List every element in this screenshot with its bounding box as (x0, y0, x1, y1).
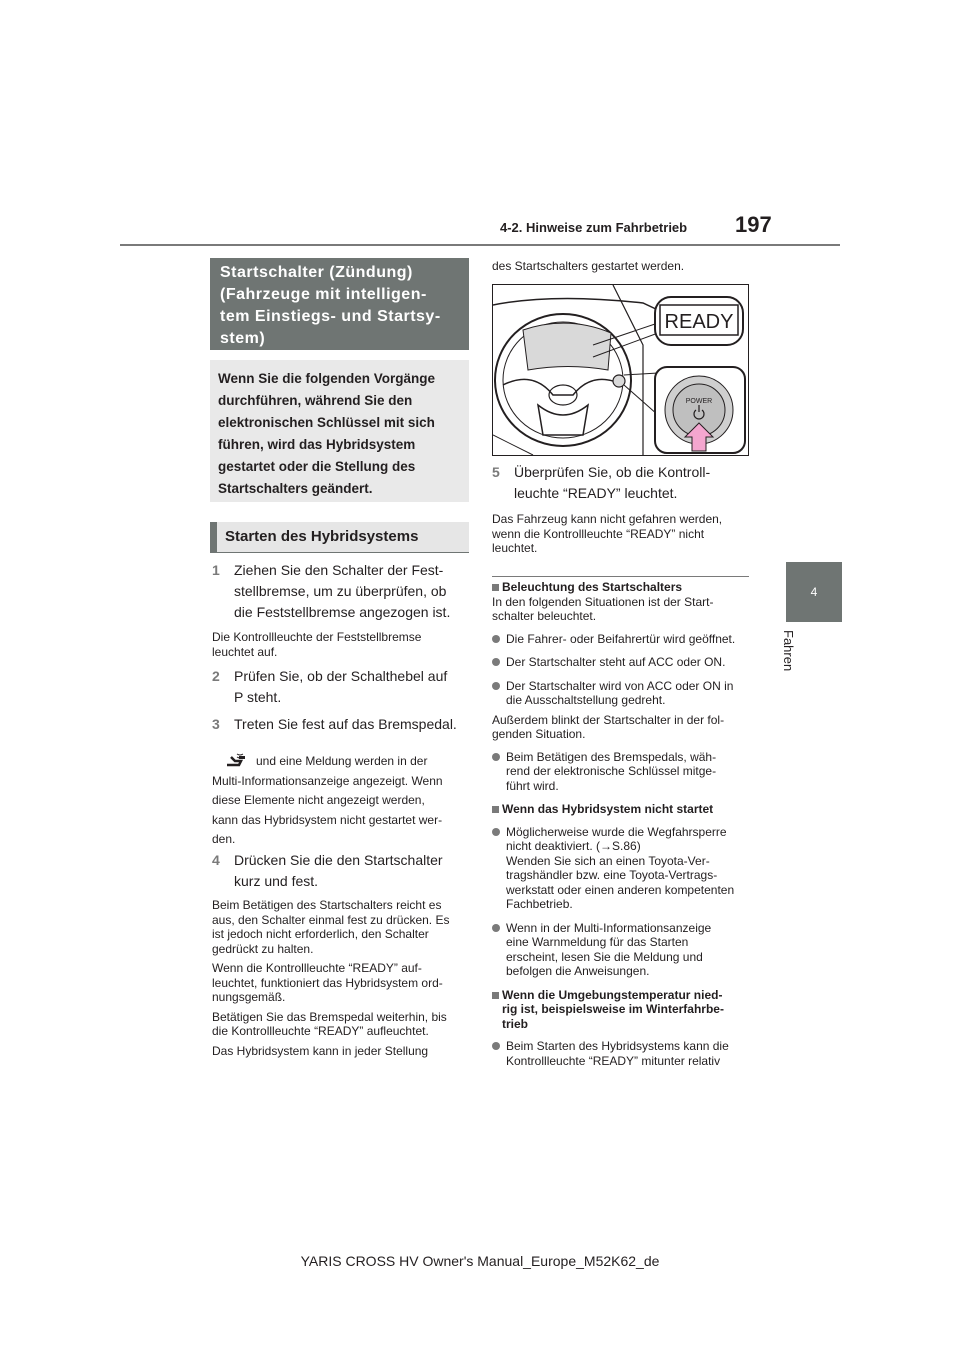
step-5: 5 Überprüfen Sie, ob die Kontroll- leuchte “READY” leuchtet. (492, 464, 711, 501)
chapter-label: Fahren (781, 630, 796, 672)
step-4-paragraphs: Beim Betätigen des Startschalters reicht es aus, den Schalter einmal fest zu drücken. Es ist jedoch nicht erforderlich, den Schalter gedrückt zu halten. Wenn die Kontrollleuchte “READY” auf- leuchtet, funktioniert das Hybridsystem ord- nungsgemäß. Betätigen Sie das Bremspedal weiterhin, bis die Kontrollleuchte “READY” aufleuchtet. Das Hybridsystem kann in jeder Stellung (212, 898, 450, 1058)
dashboard-drawing (493, 285, 748, 455)
step-1-note: Die Kontrollleuchte der Feststellbremse leuchtet auf. (212, 630, 422, 659)
sec-cold-title: Wenn die Umgebungstemperatur nied- rig ist, beispielsweise im Winterfahrbe- trieb (492, 988, 754, 1032)
header-rule (120, 244, 840, 246)
step-3: 3 Treten Sie fest auf das Bremspedal. (212, 716, 457, 732)
bullet-icon (492, 658, 500, 666)
bullet-icon (492, 753, 500, 761)
step-5-note: Das Fahrzeug kann nicht gefahren werden, wenn die Kontrollleuchte “READY” nicht leuchtet. (492, 512, 723, 555)
right-sections: Beleuchtung des Startschalters In den folgenden Situationen ist der Start- schalter beleuchtet. Die Fahrer- oder Beifahrertür wird geöffnet. Der Startschalter steht auf ACC oder ON. Der Startschalter wird von ACC oder ON in die Ausschaltstellung gedreht. Außerdem blinkt der Startschalter in der fol- genden Situation. Beim Betätigen des Bremspedals, wäh- rend der elektronische Schlüssel mitge- führt wird. Wenn das Hybridsystem nicht startet Möglicherweise wurde die Wegfahrsperre nicht deaktiviert. (→S.86) Wenden Sie sich an einen Toyota-Ver- tragshändler bzw. eine Toyota-Vertrags- werkstatt oder einen anderen kompetenten Fachbetrieb. Wenn in der Multi-Informationsanzeige eine Warnmeldung für das Starten erscheint, lesen Sie die Meldung und befolgen die Anweisungen. Wenn die Umgebungstemperatur nied- rig ist, beispielsweise im Winterfahrbe- trieb Beim Starten des Hybridsystems kann die Kontrollleuchte “READY” mitunter relativ (492, 580, 754, 1068)
sec-illumination-title: Beleuchtung des Startschalters (492, 580, 754, 595)
chapter-tab: 4 (786, 562, 842, 622)
step-3-note: und eine Meldung werden in der Multi-Informationsanzeige angezeigt. Wenn diese Elemente nicht angezeigt werden, kann das Hybridsystem nicht gestartet wer- den. (212, 754, 443, 846)
power-switch-illustration (492, 284, 749, 456)
continued-text: des Startschalters gestartet werden. (492, 259, 685, 273)
bullet-icon (492, 635, 500, 643)
footer-text: YARIS CROSS HV Owner's Manual_Europe_M52K62_de (300, 1253, 660, 1269)
section-title: 4-2. Hinweise zum Fahrbetrieb (500, 220, 688, 235)
step-4: 4 Drücken Sie die den Startschalter kurz und fest. (212, 852, 443, 889)
bullet-icon (492, 828, 500, 836)
sec-not-start-title: Wenn das Hybridsystem nicht startet (492, 802, 754, 817)
section-divider (492, 576, 749, 577)
subheading: Starten des Hybridsystems (210, 522, 469, 552)
bullet-icon (492, 1042, 500, 1050)
step-2: 2 Prüfen Sie, ob der Schalthebel auf P steht. (212, 668, 448, 705)
bullet-icon (492, 924, 500, 932)
topic-heading-box: Startschalter (Zündung) (Fahrzeuge mit intelligen- tem Einstiegs- und Startsy- stem) (210, 258, 469, 350)
power-button-label: POWER (685, 398, 713, 405)
brake-pedal-icon (224, 752, 248, 768)
page-number: 197 (735, 212, 772, 237)
ready-indicator-label: READY (664, 311, 734, 333)
intro-box: Wenn Sie die folgenden Vorgänge durchführen, während Sie den elektronischen Schlüssel mit sich führen, wird das Hybridsystem gestartet oder die Stellung des Startschalters geändert. (210, 360, 469, 502)
bullet-icon (492, 682, 500, 690)
subheading-rule (210, 552, 469, 553)
step-1: 1 Ziehen Sie den Schalter der Fest- stellbremse, um zu überprüfen, ob die Feststellbremse angezogen ist. (212, 562, 451, 620)
